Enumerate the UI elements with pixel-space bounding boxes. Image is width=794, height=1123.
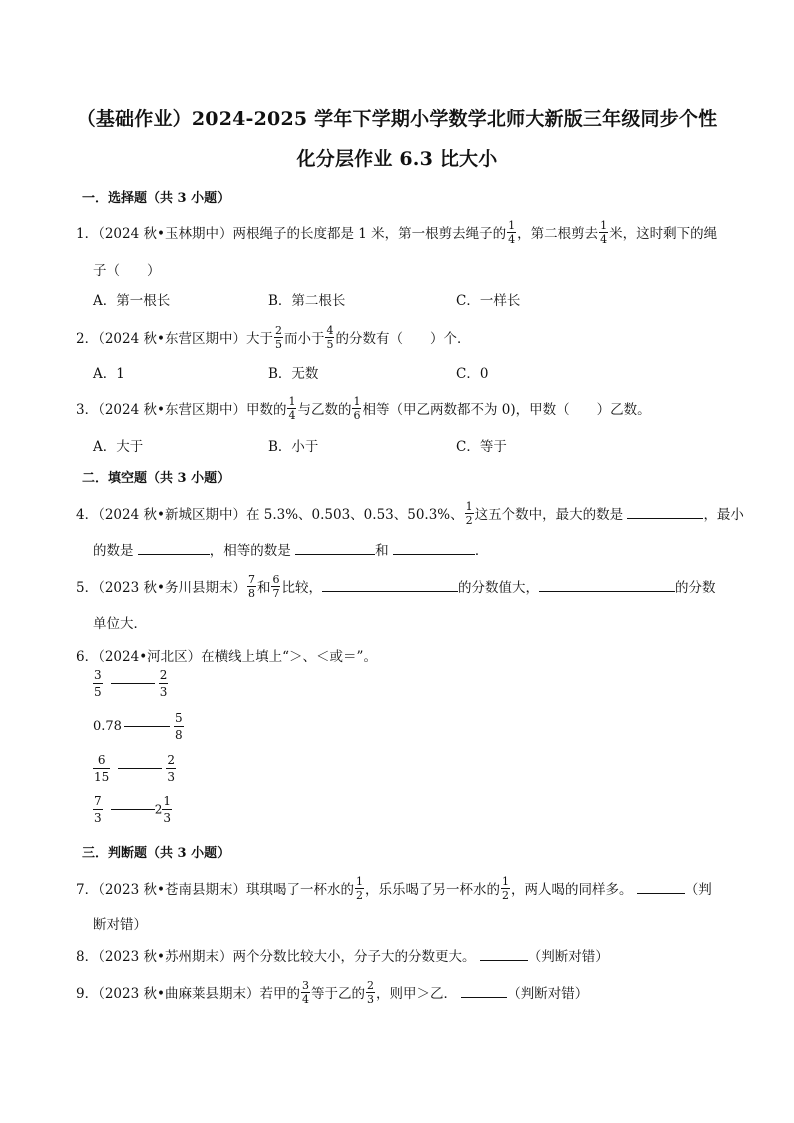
question-4-cont-b: ，相等的数是 <box>209 543 291 559</box>
question-4 <box>76 500 744 528</box>
question-2-text-a: 2．（2024 秋•东营区期中）大于 <box>76 331 273 347</box>
fraction <box>366 980 375 1005</box>
question-7-text-b: ，乐乐喝了另一杯水的 <box>364 882 500 898</box>
numerator: 3 <box>301 979 309 992</box>
fraction <box>93 754 110 783</box>
fraction <box>271 574 280 599</box>
question-9-text-b: 等于乙的 <box>310 986 365 1002</box>
question-3-text-b: 与乙数的 <box>297 402 352 418</box>
numerator: 1 <box>288 395 296 408</box>
numerator: 1 <box>353 395 361 408</box>
q2-option-a: A．1 <box>93 366 125 382</box>
question-5-text-e: 的分数 <box>674 580 716 596</box>
denominator: 3 <box>167 770 176 784</box>
answer-blank[interactable] <box>461 985 507 998</box>
section-heading-judge: 三．判断题（共 3 小题） <box>82 846 231 861</box>
numerator: 1 <box>355 875 363 888</box>
numerator: 2 <box>159 668 168 682</box>
denominator: 5 <box>94 685 102 699</box>
denominator: 3 <box>366 993 374 1006</box>
denominator: 8 <box>247 587 255 600</box>
answer-blank[interactable] <box>627 506 703 519</box>
denominator: 4 <box>600 233 608 246</box>
question-5-text-a: 5．（2023 秋•务川县期末） <box>76 580 246 596</box>
question-9-text-a: 9．（2023 秋•曲麻莱县期末）若甲的 <box>76 986 300 1002</box>
denominator: 4 <box>288 409 296 422</box>
question-4-cont-d: ． <box>474 543 489 559</box>
numerator: 7 <box>247 573 255 586</box>
section-heading-fill: 二．填空题（共 3 小题） <box>82 471 231 486</box>
question-5-continued: 单位大． <box>93 616 147 632</box>
fraction <box>166 754 176 783</box>
numerator: 4 <box>326 324 334 337</box>
fraction <box>599 220 608 245</box>
comparison-blank[interactable] <box>111 683 155 684</box>
fraction <box>159 669 169 698</box>
fraction <box>501 876 510 901</box>
comparison-row-1 <box>93 669 168 698</box>
comparison-blank[interactable] <box>111 809 155 810</box>
fraction <box>274 325 283 350</box>
q1-option-a: A．第一根长 <box>93 293 171 309</box>
section-heading-choice: 一．选择题（共 3 小题） <box>82 191 231 206</box>
answer-blank[interactable] <box>637 881 685 894</box>
denominator: 7 <box>272 587 280 600</box>
question-8 <box>76 945 609 965</box>
whole-number: 2 <box>154 802 163 817</box>
answer-blank[interactable] <box>322 579 458 592</box>
question-6: 6．（2024•河北区）在横线上填上“＞、＜或＝”。 <box>76 649 377 665</box>
denominator: 4 <box>508 233 516 246</box>
denominator: 8 <box>174 728 183 742</box>
denominator: 5 <box>274 338 282 351</box>
numerator: 6 <box>93 754 110 769</box>
fraction <box>507 220 516 245</box>
denominator: 4 <box>301 993 309 1006</box>
answer-blank[interactable] <box>393 542 475 555</box>
question-7 <box>76 875 712 903</box>
numerator: 2 <box>167 753 176 767</box>
question-1 <box>76 219 718 247</box>
q2-option-c: C．0 <box>456 366 489 382</box>
question-3-text-a: 3．（2024 秋•东营区期中）甲数的 <box>76 402 287 418</box>
question-2-text-c: 的分数有（ ）个． <box>335 331 471 347</box>
decimal-value: 0.78 <box>93 719 122 734</box>
denominator: 3 <box>159 685 168 699</box>
q3-option-a: A．大于 <box>93 439 144 455</box>
answer-blank[interactable] <box>138 542 210 555</box>
comparison-blank[interactable] <box>124 726 170 727</box>
question-4-cont-a: 的数是 <box>93 543 134 559</box>
question-4-cont-c: 和 <box>375 543 389 559</box>
fraction <box>301 980 310 1005</box>
question-4-text-b: 这五个数中，最大的数是 <box>474 507 624 523</box>
numerator: 1 <box>501 875 509 888</box>
question-3-text-c: 相等（甲乙两数都不为 0)，甲数（ ）乙数。 <box>362 402 651 418</box>
answer-blank[interactable] <box>480 948 528 961</box>
numerator: 3 <box>94 668 102 682</box>
question-4-continued <box>93 539 488 559</box>
page-title-line2: 化分层作业 6.3 比大小 <box>296 148 498 170</box>
question-1-text-a: 1．（2024 秋•玉林期中）两根绳子的长度都是 1 米，第一根剪去绳子的 <box>76 226 507 242</box>
answer-blank[interactable] <box>295 542 375 555</box>
question-1-text-c: 米，这时剩下的绳 <box>609 226 718 242</box>
question-3 <box>76 395 651 423</box>
fraction <box>174 712 184 741</box>
q2-option-b: B．无数 <box>268 366 319 382</box>
denominator: 2 <box>501 889 509 902</box>
numerator: 2 <box>366 979 374 992</box>
fraction <box>247 574 256 599</box>
denominator: 3 <box>94 811 102 825</box>
denominator: 3 <box>163 811 172 825</box>
denominator: 2 <box>465 514 473 527</box>
comparison-blank[interactable] <box>118 768 162 769</box>
numerator: 2 <box>274 324 282 337</box>
fraction <box>162 795 172 824</box>
question-5 <box>76 573 716 601</box>
question-5-text-b: 和 <box>256 580 271 596</box>
question-1-continued: 子（ ） <box>93 263 161 279</box>
question-2 <box>76 324 471 352</box>
comparison-row-4 <box>93 795 172 824</box>
question-5-text-c: 比较， <box>281 580 322 596</box>
answer-blank[interactable] <box>539 579 675 592</box>
q3-option-c: C．等于 <box>456 439 507 455</box>
numerator: 1 <box>163 794 172 808</box>
question-9 <box>76 979 589 1007</box>
fraction <box>352 396 361 421</box>
numerator: 7 <box>94 794 102 808</box>
fraction <box>355 876 364 901</box>
question-7-text-d: （判 <box>684 882 712 898</box>
comparison-row-2 <box>93 712 184 741</box>
denominator: 15 <box>94 770 110 784</box>
denominator: 2 <box>355 889 363 902</box>
numerator: 5 <box>174 711 183 725</box>
question-9-text-d: （判断对错） <box>507 986 589 1002</box>
question-7-continued: 断对错） <box>93 917 147 933</box>
numerator: 6 <box>272 573 280 586</box>
question-8-text-a: 8．（2023 秋•苏州期末）两个分数比较大小，分子大的分数更大。 <box>76 949 476 965</box>
fraction <box>465 501 474 526</box>
page-title-line1: （基础作业）2024-2025 学年下学期小学数学北师大新版三年级同步个性 <box>76 108 718 130</box>
q1-option-b: B．第二根长 <box>268 293 346 309</box>
question-2-text-b: 而小于 <box>283 331 325 347</box>
question-4-text-c: ，最小 <box>703 507 744 523</box>
question-1-text-b: ，第二根剪去 <box>517 226 599 242</box>
question-8-text-b: （判断对错） <box>527 949 609 965</box>
comparison-row-3 <box>93 754 176 783</box>
q1-option-c: C．一样长 <box>456 293 521 309</box>
numerator: 1 <box>508 219 516 232</box>
fraction <box>325 325 334 350</box>
question-9-text-c: ，则甲＞乙． <box>375 986 457 1002</box>
fraction <box>93 669 103 698</box>
question-5-text-d: 的分数值大， <box>457 580 539 596</box>
question-7-text-c: ，两人喝的同样多。 <box>510 882 633 898</box>
q3-option-b: B．小于 <box>268 439 319 455</box>
denominator: 6 <box>353 409 361 422</box>
numerator: 1 <box>600 219 608 232</box>
numerator: 1 <box>465 500 473 513</box>
denominator: 5 <box>326 338 334 351</box>
question-4-text-a: 4．（2024 秋•新城区期中）在 5.3%、0.503、0.53、50.3%、 <box>76 507 464 523</box>
fraction <box>93 795 103 824</box>
question-7-text-a: 7．（2023 秋•苍南县期末）琪琪喝了一杯水的 <box>76 882 354 898</box>
fraction <box>287 396 296 421</box>
